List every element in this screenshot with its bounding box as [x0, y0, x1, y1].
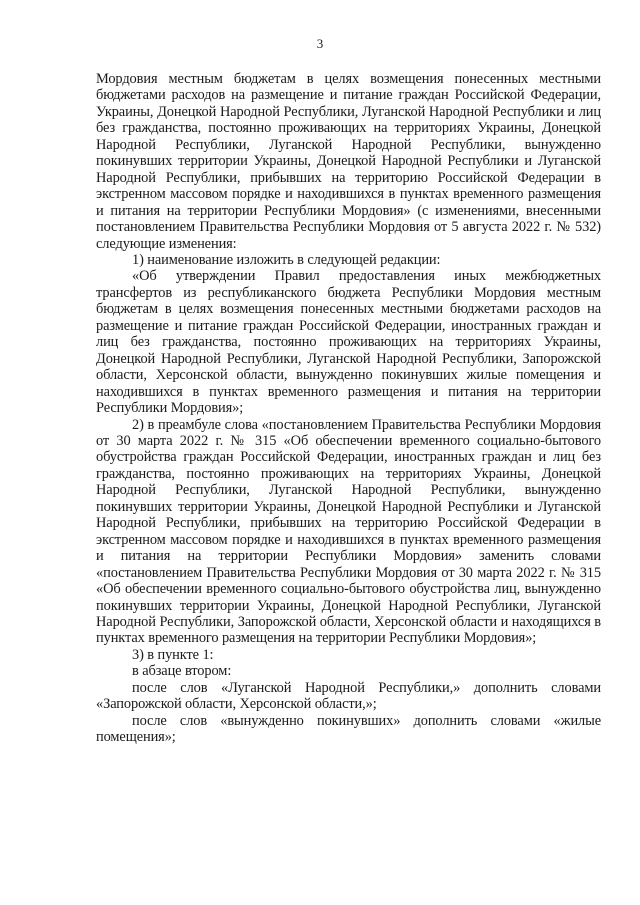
page-number: 3	[316, 36, 324, 51]
paragraph-continuation: Мордовия местным бюджетам в целях возмещения понесенных местными бюджетами расходов на размещение и питание граждан Российской Федерации, Украины, Донецкой Народной Республики, Луганской Народной Республики и лиц без гражданства, постоянно проживающих на территориях Украины, Донецкой Народной Республики, Луганской Народной Республики, вынужденно покинувших территории Украины, Донецкой Народной Республики и Луганской Народной Республики, прибывших на территорию Российской Федерации в экстренном массовом порядке и находившихся в пунктах временного размещения и питания на территории Республики Мордовия» (с изменениями, внесенными постановлением Правительства Республики Мордовия от 5 августа 2022 г. № 532) следующие изменения:	[96, 71, 601, 252]
paragraph-new-title: «Об утверждении Правил предоставления иных межбюджетных трансфертов из республиканского бюджета Республики Мордовия местным бюджетам в целях возмещения понесенных местными бюджетами расходов на размещение и питание граждан Российской Федерации, иностранных граждан и лиц без гражданства, постоянно проживающих на территориях Украины, Донецкой Народной Республики, Луганской Народной Республики, Запорожской области, Херсонской области, вынужденно покинувших жилые помещения и находившихся в пунктах временного размещения и питания на территории Республики Мордовия»;	[96, 268, 601, 417]
paragraph-amendment-1: после слов «Луганской Народной Республики,» дополнить словами «Запорожской области, Херсонской области,»;	[96, 679, 601, 713]
document-body	[96, 71, 601, 746]
paragraph-subitem-abzac: в абзаце втором:	[132, 663, 232, 680]
paragraph-amendment-2: после слов «вынужденно покинувших» дополнить словами «жилые помещения»;	[96, 712, 601, 746]
paragraph-item-2: 2) в преамбуле слова «постановлением Правительства Республики Мордовия от 30 марта 2022 г. № 315 «Об обеспечении временного социально-бытового обустройства граждан Российской Федерации, иностранных граждан и лиц без гражданства, постоянно проживающих на территориях Украины, Донецкой Народной Республики, Луганской Народной Республики, вынужденно покинувших территории Украины, Донецкой Народной Республики и Луганской Народной Республики, прибывших на территорию Российской Федерации в экстренном массовом порядке и находившихся в пунктах временного размещения и питания на территории Республики Мордовия» заменить словами «постановлением Правительства Республики Мордовия от 30 марта 2022 г. № 315 «Об обеспечении временного социально-бытового обустройства лиц, вынужденно покинувших территории Украины, Донецкой Народной Республики, Луганской Народной Республики, Запорожской области, Херсонской области и находящихся в пунктах временного размещения на территории Республики Мордовия»;	[96, 416, 601, 647]
paragraph-item-1: 1) наименование изложить в следующей редакции:	[132, 251, 441, 268]
paragraph-item-3: 3) в пункте 1:	[132, 646, 214, 663]
